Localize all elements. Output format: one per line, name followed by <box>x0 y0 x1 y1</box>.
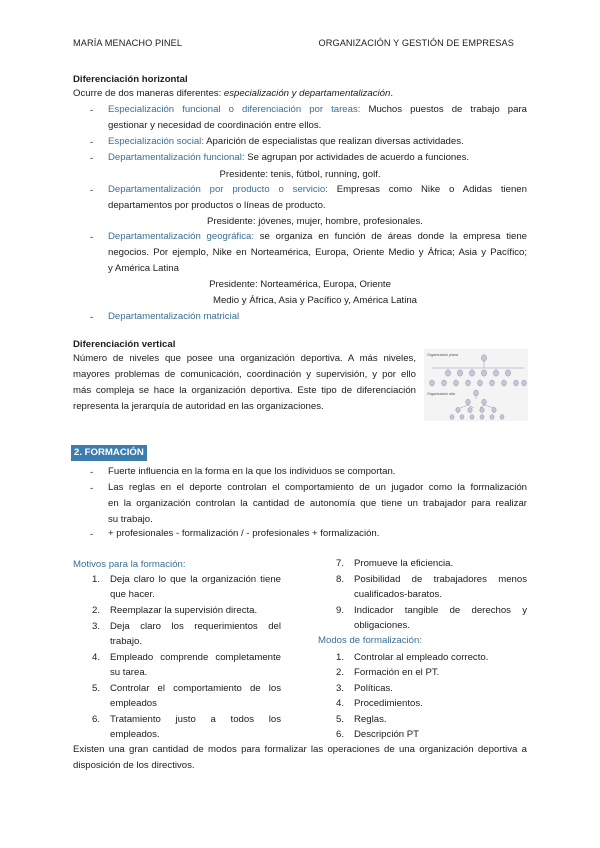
section-title-vertical: Diferenciación vertical <box>73 339 176 350</box>
modo-item: Procedimientos. <box>354 698 423 709</box>
motivo-item-continuation: empleados. <box>110 729 160 740</box>
motivo-number: 1. <box>92 574 101 585</box>
list-item: Departamentalización geográfica: se organiza en función de áreas donde la empresa tiene <box>108 231 527 242</box>
example-line: Presidente: tenis, fútbol, running, golf. <box>219 169 381 180</box>
motivo-number: 4. <box>92 652 101 663</box>
formacion-bullet-continuation: en la organización controlan la cantidad de autonomía que tiene un trabajador para realizar <box>108 498 527 509</box>
org-chart-label-tall: Organización alta <box>427 392 455 396</box>
example-line: Medio y África, Asia y Pacífico y, América Latina <box>212 295 418 306</box>
motivo-item: Indicador tangible de derechos y <box>354 605 527 616</box>
motivos-title: Motivos para la formación: <box>73 559 186 570</box>
modos-title: Modos de formalización: <box>318 635 422 646</box>
motivo-item-continuation: que hacer. <box>110 589 155 600</box>
motivo-item: Controlar el comportamiento de los <box>110 683 281 694</box>
motivo-item-continuation: empleados <box>110 698 157 709</box>
motivo-item: Posibilidad de trabajadores menos <box>354 574 527 585</box>
modo-item: Descripción PT <box>354 729 420 740</box>
modo-number: 3. <box>336 683 345 694</box>
flat-node-top <box>481 355 486 361</box>
motivo-number: 7. <box>336 558 345 569</box>
modo-number: 5. <box>336 714 345 725</box>
closing-line: Existen una gran cantidad de modos para formalizar las operaciones de una organización deportiva a <box>73 744 527 755</box>
closing-line: disposición de los directivos. <box>73 760 195 771</box>
list-item: Departamentalización funcional: Se agrupan por actividades de acuerdo a funciones. <box>108 152 470 163</box>
list-item-continuation: negocios. Por ejemplo, Nike en Norteamérica, Europa, Oriente Medio y África; Asia y Pacífico; <box>108 247 527 258</box>
example-line: Presidente: Norteamérica, Europa, Oriente <box>209 279 391 290</box>
modo-item: Controlar al empleado correcto. <box>354 652 489 663</box>
formacion-bullet-continuation: su trabajo. <box>108 514 153 525</box>
modo-number: 2. <box>336 667 345 678</box>
motivo-item: Tratamiento justo a todos los <box>110 714 281 725</box>
example-line: Presidente: jóvenes, mujer, hombre, profesionales. <box>207 216 423 227</box>
tall-node-top <box>474 390 479 396</box>
bullet-dash: - <box>90 312 94 323</box>
modo-number: 1. <box>336 652 345 663</box>
motivo-item: Reemplazar la supervisión directa. <box>110 605 258 616</box>
motivo-item-continuation: obligaciones. <box>354 620 411 631</box>
vertical-line: representa la jerarquía de autoridad en las organizaciones. <box>73 401 324 412</box>
motivo-item: Promueve la eficiencia. <box>354 558 454 569</box>
motivo-number: 6. <box>92 714 101 725</box>
motivo-item-continuation: su tarea. <box>110 667 148 678</box>
org-chart-label-flat: Organización plana <box>427 353 458 357</box>
list-item: Departamentalización por producto o servicio: Empresas como Nike o Adidas tienen <box>108 184 527 195</box>
section-title-formacion: 2. FORMACIÓN <box>71 445 147 461</box>
motivo-number: 2. <box>92 605 101 616</box>
motivo-number: 9. <box>336 605 345 616</box>
motivo-number: 3. <box>92 621 101 632</box>
motivo-number: 8. <box>336 574 345 585</box>
vertical-line: mayores problemas de comunicación, coordinación y supervisión, y por ello <box>73 369 416 380</box>
motivo-item-continuation: trabajo. <box>110 636 142 647</box>
org-chart-background <box>424 349 528 421</box>
bullet-dash: - <box>90 105 94 116</box>
motivo-item: Deja claro los requerimientos del <box>110 621 281 632</box>
bullet-dash: - <box>90 529 94 540</box>
motivo-item-continuation: cualificados-baratos. <box>354 589 442 600</box>
bullet-dash: - <box>90 153 94 164</box>
formacion-bullet: + profesionales - formalización / - profesionales + formalización. <box>108 528 380 539</box>
vertical-line: Número de niveles que posee una organización deportiva. A más niveles, <box>73 353 416 364</box>
org-chart-figure <box>424 349 528 421</box>
bullet-dash: - <box>90 232 94 243</box>
modo-item: Formación en el PT. <box>354 667 440 678</box>
formacion-bullet: Fuerte influencia en la forma en la que los individuos se comportan. <box>108 466 396 477</box>
bullet-dash: - <box>90 185 94 196</box>
list-item-continuation: departamentos por productos o líneas de producto. <box>108 200 326 211</box>
vertical-line: más compleja se hace la organización deportiva. Este tipo de diferenciación <box>73 385 416 396</box>
modo-item: Reglas. <box>354 714 387 725</box>
section-title-horizontal: Diferenciación horizontal <box>73 74 188 85</box>
motivo-item: Empleado comprende completamente <box>110 652 281 663</box>
header-author: MARÍA MENACHO PINEL <box>73 38 183 48</box>
motivo-number: 5. <box>92 683 101 694</box>
motivo-item: Deja claro lo que la organización tiene <box>110 574 281 585</box>
list-item: Especialización social: Aparición de especialistas que realizan diversas actividades. <box>108 136 464 147</box>
list-item-continuation: y América Latina <box>108 263 179 274</box>
list-item: Departamentalización matricial <box>108 311 240 322</box>
modo-number: 4. <box>336 698 345 709</box>
bullet-dash: - <box>90 137 94 148</box>
modo-item: Políticas. <box>354 683 393 694</box>
horizontal-intro: Ocurre de dos maneras diferentes: especialización y departamentalización. <box>73 88 393 99</box>
list-item-continuation: gestionar y necesidad de coordinación entre ellos. <box>108 120 322 131</box>
bullet-dash: - <box>90 483 94 494</box>
list-item: Especialización funcional o diferenciación por tareas: Muchos puestos de trabajo para <box>108 104 527 115</box>
formacion-bullet: Las reglas en el deporte controlan el comportamiento de un jugador como la formalización <box>108 482 527 493</box>
bullet-dash: - <box>90 467 94 478</box>
header-subject: ORGANIZACIÓN Y GESTIÓN DE EMPRESAS <box>318 38 514 48</box>
modo-number: 6. <box>336 729 345 740</box>
